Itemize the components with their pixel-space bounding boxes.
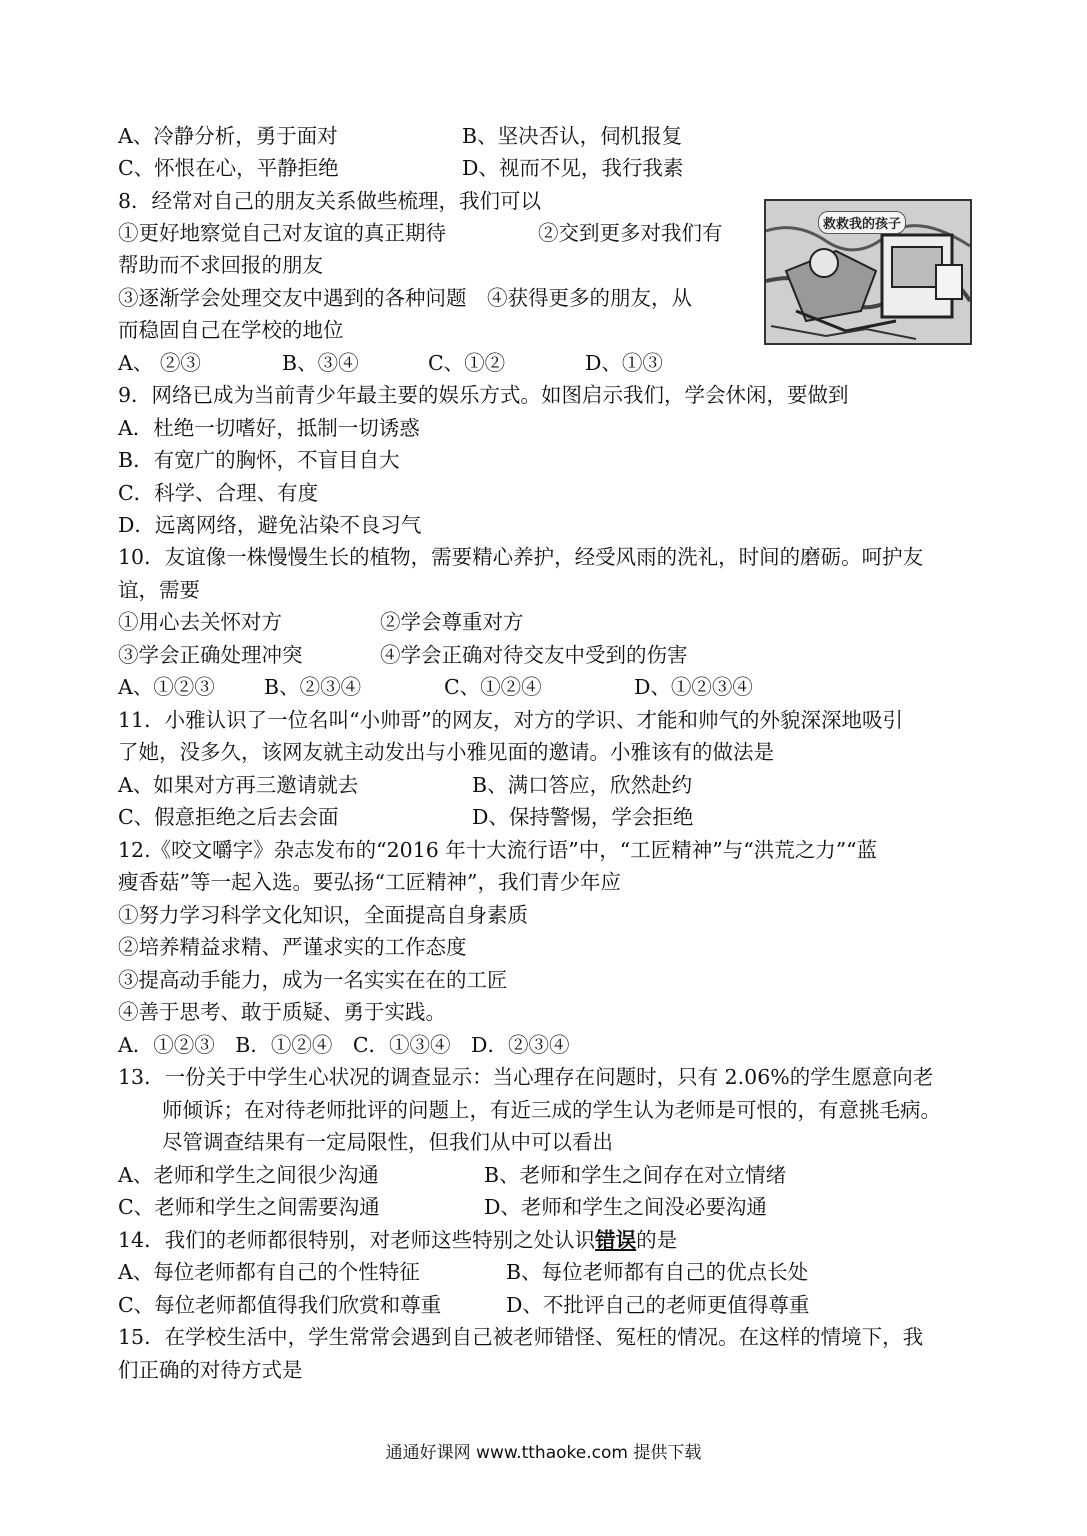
q8-line-2: 帮助而不求回报的朋友 bbox=[118, 253, 323, 277]
q11-option-d: D、保持警惕，学会拒绝 bbox=[472, 805, 694, 829]
q9-option-b: B．有宽广的胸怀，不盲目自大 bbox=[118, 448, 400, 472]
q10-option-d: D、①②③④ bbox=[634, 675, 753, 699]
q13-option-c: C、老师和学生之间需要沟通 bbox=[118, 1195, 380, 1219]
footer-source: 通通好课网 www.tthaoke.com 提供下载 bbox=[385, 1443, 702, 1463]
q8-line-1b: ②交到更多对我们有 bbox=[538, 221, 723, 245]
q8-stem: 8．经常对自己的朋友关系做些梳理，我们可以 bbox=[118, 189, 542, 213]
q12-item-2: ②培养精益求精、严谨求实的工作态度 bbox=[118, 935, 467, 959]
cartoon-figure bbox=[764, 199, 972, 345]
q14-option-c: C、每位老师都值得我们欣赏和尊重 bbox=[118, 1293, 442, 1317]
q10-item-3: ③学会正确处理冲突 bbox=[118, 643, 303, 667]
q12-item-1: ①努力学习科学文化知识，全面提高自身素质 bbox=[118, 903, 528, 927]
q13-option-b: B、老师和学生之间存在对立情绪 bbox=[484, 1163, 787, 1187]
q8-line-3: ③逐渐学会处理交友中遇到的各种问题 ④获得更多的朋友，从 bbox=[118, 286, 692, 310]
q14-stem-pre: 14．我们的老师都很特别，对老师这些特别之处认识 bbox=[118, 1228, 596, 1252]
q14-stem-emphasis: 错误 bbox=[595, 1228, 637, 1252]
q10-option-b: B、②③④ bbox=[264, 675, 362, 699]
q14-option-b: B、每位老师都有自己的优点长处 bbox=[506, 1260, 809, 1284]
q14-stem-post: 的是 bbox=[636, 1228, 678, 1252]
q12-stem-1: 12.《咬文嚼字》杂志发布的“2016 年十大流行语”中，“工匠精神”与“洪荒之力”“蓝 bbox=[118, 838, 878, 862]
q11-stem-1: 11．小雅认识了一位名叫“小帅哥”的网友，对方的学识、才能和帅气的外貌深深地吸引 bbox=[118, 708, 904, 732]
q14-option-d: D、不批评自己的老师更值得尊重 bbox=[506, 1293, 810, 1317]
q8-option-a: A、 ②③ bbox=[118, 351, 201, 375]
q10-option-a: A、①②③ bbox=[118, 675, 215, 699]
q12-stem-2: 瘦香菇”等一起入选。要弘扬“工匠精神”，我们青少年应 bbox=[118, 870, 621, 894]
q10-stem-1: 10．友谊像一株慢慢生长的植物，需要精心养护，经受风雨的洗礼，时间的磨砺。呵护友 bbox=[118, 545, 924, 569]
q14-stem bbox=[118, 1226, 677, 1254]
q8-option-c: C、①② bbox=[428, 351, 506, 375]
q9-stem: 9．网络已成为当前青少年最主要的娱乐方式。如图启示我们，学会休闲，要做到 bbox=[118, 383, 849, 407]
q8-option-b: B、③④ bbox=[282, 351, 359, 375]
q14-option-a: A、每位老师都有自己的个性特征 bbox=[118, 1260, 420, 1284]
q12-item-4: ④善于思考、敢于质疑、勇于实践。 bbox=[118, 1000, 446, 1024]
q9-option-a: A．杜绝一切嗜好，抵制一切诱惑 bbox=[118, 416, 420, 440]
q12-options: A．①②③ B．①②④ C．①③④ D．②③④ bbox=[118, 1033, 570, 1057]
q13-stem-2: 师倾诉；在对待老师批评的问题上，有近三成的学生认为老师是可恨的，有意挑毛病。 bbox=[162, 1098, 941, 1122]
q8-line-4: 而稳固自己在学校的地位 bbox=[118, 318, 344, 342]
q9-option-d: D．远离网络，避免沾染不良习气 bbox=[118, 513, 422, 537]
q11-option-a: A、如果对方再三邀请就去 bbox=[118, 773, 359, 797]
q11-option-c: C、假意拒绝之后去会面 bbox=[118, 805, 339, 829]
q12-item-3: ③提高动手能力，成为一名实实在在的工匠 bbox=[118, 968, 508, 992]
q10-item-4: ④学会正确对待交友中受到的伤害 bbox=[380, 643, 688, 667]
q13-option-a: A、老师和学生之间很少沟通 bbox=[118, 1163, 379, 1187]
q7-option-d: D、视而不见，我行我素 bbox=[462, 156, 684, 180]
q7-option-b: B、坚决否认，伺机报复 bbox=[462, 124, 683, 148]
q10-option-c: C、①②④ bbox=[444, 675, 542, 699]
cartoon-caption: 救救我的孩子 bbox=[818, 211, 906, 234]
q10-item-2: ②学会尊重对方 bbox=[380, 610, 524, 634]
q10-stem-2: 谊，需要 bbox=[118, 578, 200, 602]
q10-item-1: ①用心去关怀对方 bbox=[118, 610, 282, 634]
q13-stem-3: 尽管调查结果有一定局限性，但我们从中可以看出 bbox=[162, 1130, 613, 1154]
q7-option-a: A、冷静分析，勇于面对 bbox=[118, 124, 338, 148]
q11-option-b: B、满口答应，欣然赴约 bbox=[472, 773, 693, 797]
q8-option-d: D、①③ bbox=[585, 351, 663, 375]
q11-stem-2: 了她，没多久，该网友就主动发出与小雅见面的邀请。小雅该有的做法是 bbox=[118, 740, 774, 764]
q13-stem-1: 13．一份关于中学生心状况的调查显示：当心理存在问题时，只有 2.06%的学生愿意向老 bbox=[118, 1065, 934, 1089]
q15-stem-2: 们正确的对待方式是 bbox=[118, 1358, 303, 1382]
q15-stem-1: 15．在学校生活中，学生常常会遇到自己被老师错怪、冤枉的情况。在这样的情境下，我 bbox=[118, 1325, 924, 1349]
q9-option-c: C．科学、合理、有度 bbox=[118, 481, 319, 505]
q7-option-c: C、怀恨在心，平静拒绝 bbox=[118, 156, 339, 180]
q8-line-1a: ①更好地察觉自己对友谊的真正期待 bbox=[118, 221, 446, 245]
q13-option-d: D、老师和学生之间没必要沟通 bbox=[484, 1195, 767, 1219]
